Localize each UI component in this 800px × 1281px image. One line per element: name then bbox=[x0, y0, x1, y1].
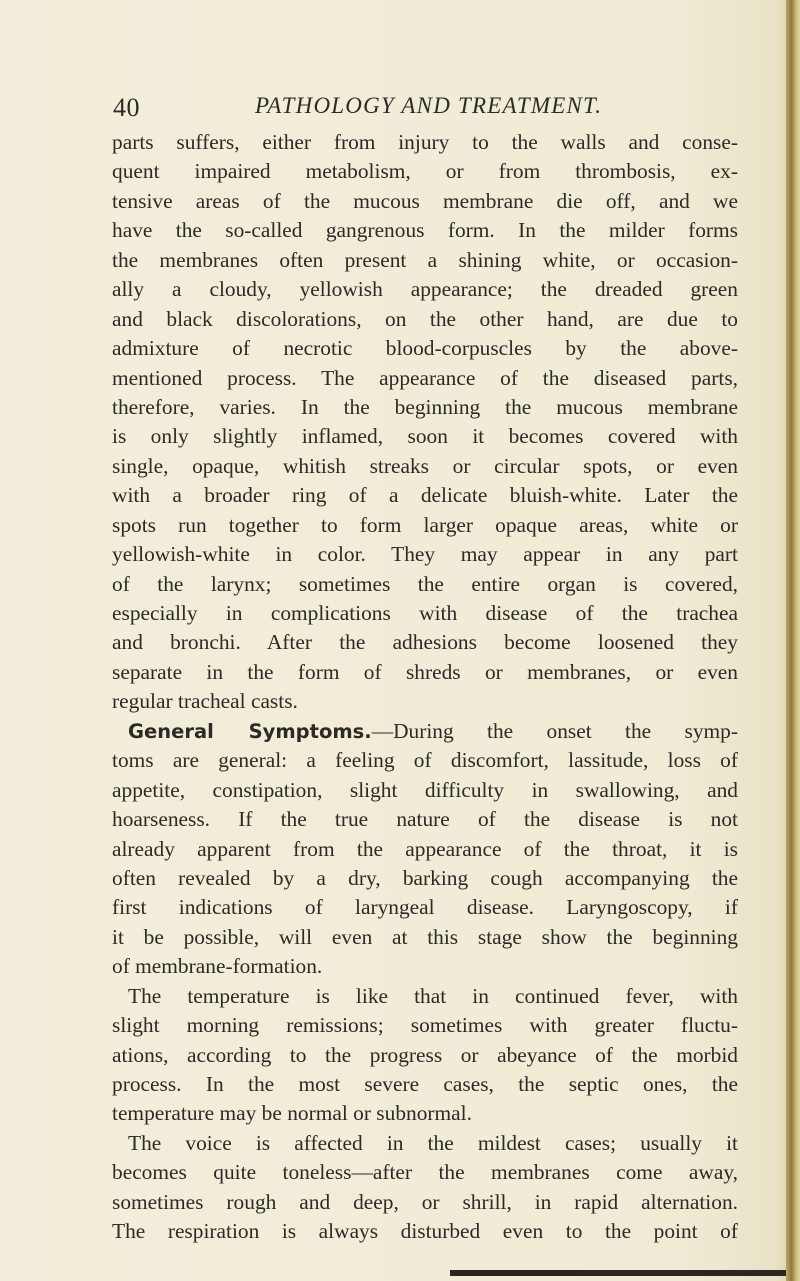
section-heading: General Symptoms. bbox=[128, 719, 372, 743]
text-line: it be possible, will even at this stage show the beginning bbox=[112, 924, 738, 949]
text-line: The temperature is like that in continued fever, with bbox=[128, 983, 738, 1008]
text-line: The respiration is always disturbed even to the point of bbox=[112, 1219, 738, 1244]
text-line: temperature may be normal or subnormal. bbox=[112, 1101, 472, 1126]
section-heading-line bbox=[112, 717, 738, 746]
text-line: of membrane-formation. bbox=[112, 954, 323, 979]
text-line: regular tracheal casts. bbox=[112, 689, 298, 714]
text-line: already apparent from the appearance of the throat, it is bbox=[112, 836, 738, 861]
text-line: is only slightly inflamed, soon it becomes covered with bbox=[112, 424, 738, 449]
text-line: quent impaired metabolism, or from thrombosis, ex- bbox=[112, 159, 738, 184]
text-line: especially in complications with disease of the trachea bbox=[112, 601, 738, 625]
text-line: and bronchi. After the adhesions become loosened they bbox=[112, 630, 738, 655]
text-line: ations, according to the progress or abeyance of the morbid bbox=[112, 1042, 738, 1067]
section-heading-text bbox=[128, 719, 738, 743]
page-number: 40 bbox=[113, 93, 140, 122]
text-line: separate in the form of shreds or membranes, or even bbox=[112, 659, 738, 684]
text-line: admixture of necrotic blood-corpuscles by the above- bbox=[112, 336, 738, 361]
footer-rule bbox=[450, 1270, 786, 1276]
text-line: becomes quite toneless—after the membranes come away, bbox=[112, 1160, 738, 1185]
text-line: slight morning remissions; sometimes with greater fluctu- bbox=[112, 1013, 738, 1038]
text-line: and black discolorations, on the other hand, are due to bbox=[112, 306, 738, 331]
text-line: spots run together to form larger opaque areas, white or bbox=[112, 512, 738, 537]
running-head: PATHOLOGY AND TREATMENT. bbox=[255, 93, 603, 118]
text-line: yellowish-white in color. They may appear in any part bbox=[112, 542, 738, 567]
text-line: ally a cloudy, yellowish appearance; the dreaded green bbox=[112, 277, 738, 302]
section-heading-continuation: —During the onset the symp- bbox=[371, 718, 738, 743]
body-text bbox=[112, 128, 738, 1247]
text-line: with a broader ring of a delicate bluish-white. Later the bbox=[112, 483, 738, 508]
text-line: the membranes often present a shining white, or occasion- bbox=[112, 247, 738, 272]
text-line: appetite, constipation, slight difficulty in swallowing, and bbox=[112, 777, 738, 802]
text-line: tensive areas of the mucous membrane die off, and we bbox=[112, 188, 738, 213]
text-line: sometimes rough and deep, or shrill, in rapid alternation. bbox=[112, 1189, 738, 1214]
page-binding-edge bbox=[786, 0, 800, 1281]
text-line: parts suffers, either from injury to the walls and conse- bbox=[112, 130, 738, 154]
text-line: single, opaque, whitish streaks or circular spots, or even bbox=[112, 453, 738, 478]
text-line: toms are general: a feeling of discomfort, lassitude, loss of bbox=[112, 748, 738, 773]
text-line: first indications of laryngeal disease. Laryngoscopy, if bbox=[112, 895, 738, 920]
text-line: therefore, varies. In the beginning the mucous membrane bbox=[112, 394, 738, 419]
text-line: process. In the most severe cases, the septic ones, the bbox=[112, 1072, 738, 1096]
text-line: have the so-called gangrenous form. In the milder forms bbox=[112, 218, 738, 243]
text-line: of the larynx; sometimes the entire organ is covered, bbox=[112, 571, 738, 596]
text-line: mentioned process. The appearance of the diseased parts, bbox=[112, 365, 738, 390]
text-line: hoarseness. If the true nature of the disease is not bbox=[112, 807, 738, 832]
text-line: often revealed by a dry, barking cough accompanying the bbox=[112, 865, 738, 890]
text-line: The voice is affected in the mildest cases; usually it bbox=[128, 1130, 738, 1155]
page-header bbox=[113, 93, 733, 129]
